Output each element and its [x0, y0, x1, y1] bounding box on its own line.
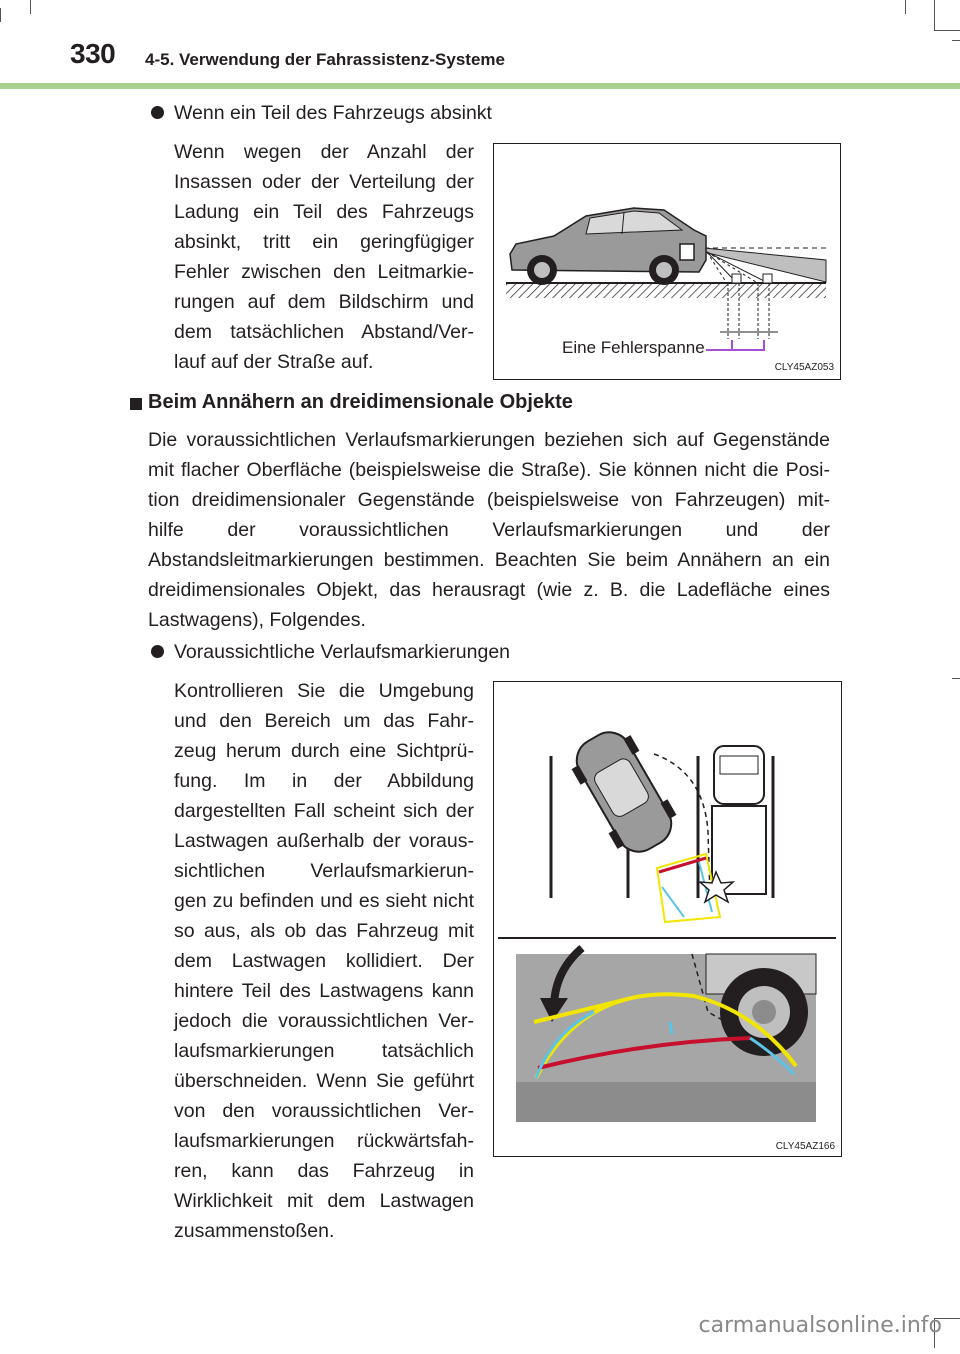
- text-line: Die voraussichtlichen Verlaufsmarkierungen beziehen sich auf Gegenstände: [148, 429, 830, 451]
- text-line: zusammenstoßen.: [174, 1220, 335, 1242]
- section-heading-3d-objects: Beim Annähern an dreidimensionale Objekte: [148, 391, 573, 413]
- text-line: ren, kann das Fahrzeug in: [174, 1160, 474, 1182]
- figure-code: CLY45AZ053: [774, 362, 834, 373]
- figure-truck-reversing: [493, 681, 842, 1157]
- text-line: Lastwagens), Folgendes.: [148, 609, 366, 631]
- text-line: Wenn wegen der Anzahl der: [174, 141, 474, 163]
- text-line: lauf auf der Straße auf.: [174, 351, 374, 373]
- figure-label-error-margin: Eine Fehlerspanne: [562, 338, 705, 357]
- text-line: jedoch die voraussichtlichen Ver-: [174, 1010, 474, 1032]
- text-line: dreidimensionales Objekt, das herausragt (wie z. B. die Ladefläche eines: [148, 579, 830, 601]
- text-line: laufsmarkierungen rückwärtsfah-: [174, 1130, 474, 1152]
- text-line: so aus, als ob das Fahrzeug mit: [174, 920, 474, 942]
- text-line: rungen auf dem Bildschirm und: [174, 291, 474, 313]
- text-line: zeug herum durch eine Sichtprü-: [174, 740, 474, 762]
- text-line: überschneiden. Wenn Sie geführt: [174, 1070, 474, 1092]
- text-line: Abstandsleitmarkierungen bestimmen. Beachten Sie beim Annähern an ein: [148, 549, 830, 571]
- text-block-guide-lines: [174, 676, 474, 1246]
- text-line: hintere Teil des Lastwagens kann: [174, 980, 474, 1002]
- text-line: absinkt, tritt ein geringfügiger: [174, 231, 474, 253]
- crop-mark: [952, 40, 960, 41]
- crop-mark: [30, 0, 31, 14]
- bullet-icon: [151, 106, 164, 119]
- text-line: von den voraussichtlichen Ver-: [174, 1100, 474, 1122]
- text-line: Insassen oder der Verteilung der: [174, 171, 474, 193]
- text-line: laufsmarkierungen tatsächlich: [174, 1040, 474, 1062]
- text-line: fung. Im in der Abbildung: [174, 770, 474, 792]
- crop-mark: [905, 0, 906, 14]
- figure-vehicle-sinking: [493, 143, 841, 380]
- text-line: sichtlichen Verlaufsmarkierun-: [174, 860, 474, 882]
- paragraph-3d-objects: [148, 425, 830, 635]
- text-line: gen zu befinden und es sieht nicht: [174, 890, 474, 912]
- header-rule: [0, 83, 960, 89]
- text-line: hilfe der voraussichtlichen Verlaufsmarkierungen und der: [148, 519, 830, 541]
- section-square-icon: [130, 398, 142, 410]
- section-title: 4-5. Verwendung der Fahrassistenz-Systeme: [145, 50, 505, 69]
- bullet-icon: [151, 645, 164, 658]
- text-block-sinking: [174, 137, 474, 377]
- truck-reversing-illustration: [494, 682, 840, 1155]
- text-line: Wirklichkeit mit dem Lastwagen: [174, 1190, 474, 1212]
- crop-mark: [0, 8, 1, 22]
- figure-code: CLY45AZ166: [775, 1141, 835, 1152]
- bullet-title-sinking: Wenn ein Teil des Fahrzeugs absinkt: [174, 102, 492, 124]
- crop-mark: [952, 678, 960, 679]
- bullet-title-guide-lines: Voraussichtliche Verlaufsmarkierungen: [174, 641, 511, 663]
- watermark: carmanualsonline.info: [698, 1313, 942, 1338]
- text-line: dem tatsächlichen Abstand/Ver-: [174, 321, 474, 343]
- text-line: mit flacher Oberfläche (beispielsweise die Straße). Sie können nicht die Posi-: [148, 459, 830, 481]
- text-line: und den Bereich um das Fahr-: [174, 710, 474, 732]
- text-line: Ladung ein Teil des Fahrzeugs: [174, 201, 474, 223]
- crop-mark: [934, 30, 960, 31]
- text-line: dem Lastwagen kollidiert. Der: [174, 950, 474, 972]
- text-line: dargestellten Fall scheint sich der: [174, 800, 474, 822]
- text-line: Lastwagen außerhalb der voraus-: [174, 830, 474, 852]
- text-line: tion dreidimensionaler Gegenstände (beispielsweise von Fahrzeugen) mit-: [148, 489, 830, 511]
- crop-mark: [934, 0, 935, 30]
- text-line: Kontrollieren Sie die Umgebung: [174, 680, 474, 702]
- text-line: Fehler zwischen den Leitmarkie-: [174, 261, 474, 283]
- page-number: 330: [70, 38, 116, 69]
